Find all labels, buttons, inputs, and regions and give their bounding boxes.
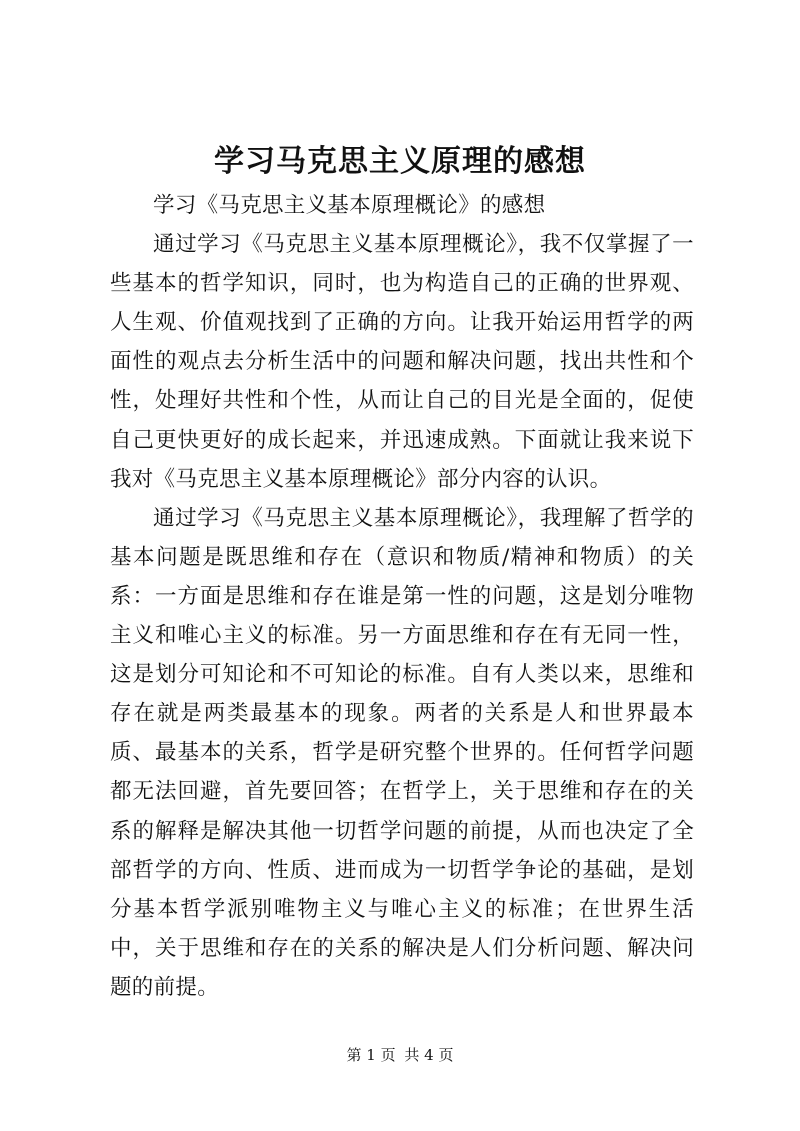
subtitle-paragraph: 学习《马克思主义基本原理概论》的感想 [153,193,546,218]
page-number: 第 1 页 [346,1046,396,1064]
document-body [110,186,694,1007]
page-footer [0,1044,800,1066]
page-total: 共 4 页 [404,1046,454,1064]
body-paragraph-1: 通过学习《马克思主义基本原理概论》，我不仅掌握了一些基本的哲学知识，同时，也为构造自己的正确的世界观、人生观、价值观找到了正确的方向。让我开始运用哲学的两面性的观点去分析生活中的问题和解决问题，找出共性和个性，处理好共性和个性，从而让自己的目光是全面的，促使自己更快更好的成长起来，并迅速成熟。下面就让我来说下我对《马克思主义基本原理概论》部分内容的认识。 [110,232,694,492]
body-paragraph-2: 通过学习《马克思主义基本原理概论》，我理解了哲学的基本问题是既思维和存在（意识和物质/精神和物质）的关系：一方面是思维和存在谁是第一性的问题，这是划分唯物主义和唯心主义的标准。另一方面思维和存在有无同一性，这是划分可知论和不可知论的标准。自有人类以来，思维和存在就是两类最基本的现象。两者的关系是人和世界最本质、最基本的关系，哲学是研究整个世界的。任何哲学问题都无法回避，首先要回答；在哲学上，关于思维和存在的关系的解释是解决其他一切哲学问题的前提，从而也决定了全部哲学的方向、性质、进而成为一切哲学争论的基础，是划分基本哲学派别唯物主义与唯心主义的标准；在世界生活中，关于思维和存在的关系的解决是人们分析问题、解决问题的前提。 [110,505,694,1000]
document-title: 学习马克思主义原理的感想 [214,144,586,179]
